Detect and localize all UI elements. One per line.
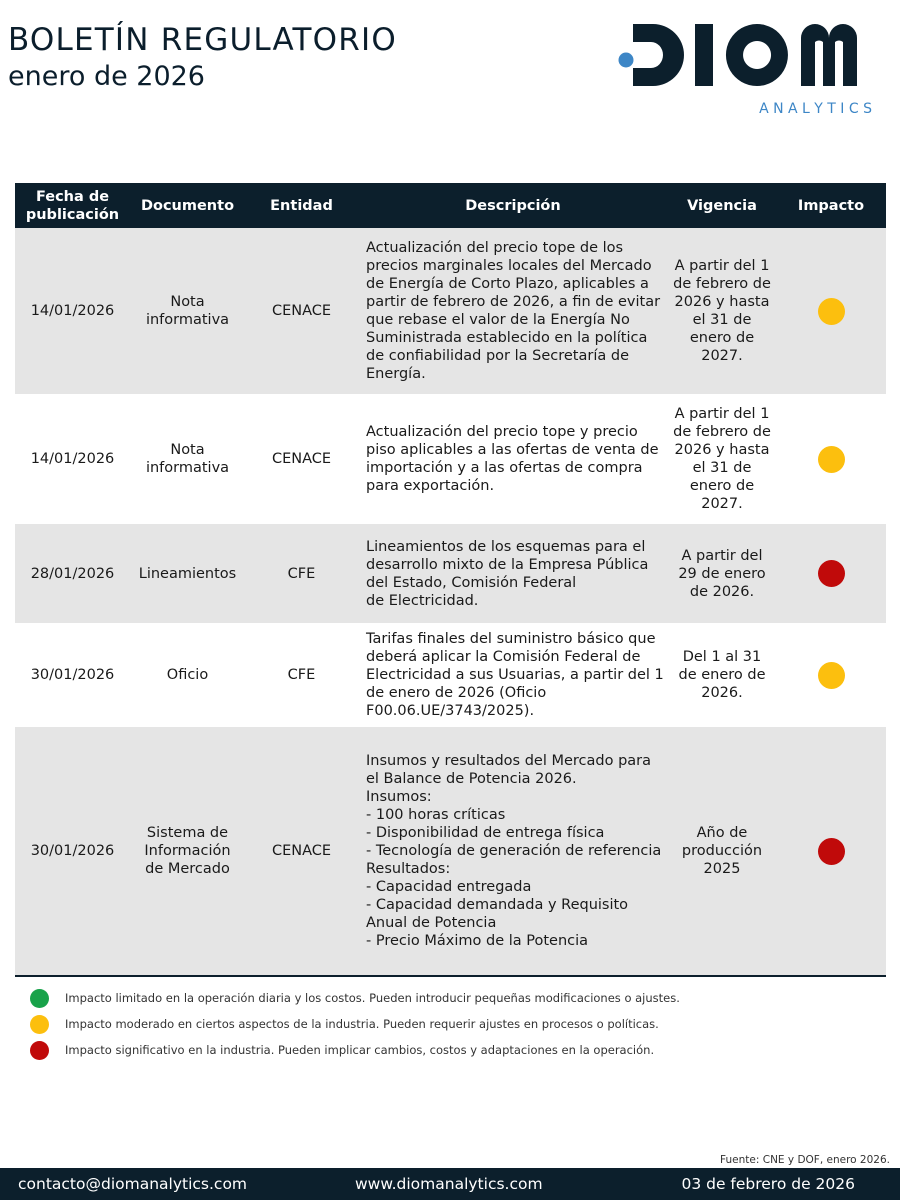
table-row [15, 394, 886, 524]
legend-text: Impacto moderado en ciertos aspectos de la industria. Pueden requerir ajustes en procesos o políticas. [65, 1017, 659, 1031]
cell-fecha: 14/01/2026 [15, 228, 130, 394]
impact-dot-icon [818, 298, 845, 325]
legend-text: Impacto significativo en la industria. Pueden implicar cambios, costos y adaptaciones en la operación. [65, 1043, 655, 1057]
footer-email-link[interactable]: contacto@diomanalytics.com [18, 1175, 248, 1193]
cell-descripcion: Lineamientos de los esquemas para el desarrollo mixto de la Empresa Pública del Estado, Comisión Federal de Electricidad. [358, 524, 668, 623]
impact-dot-icon [818, 446, 845, 473]
page-title: BOLETÍN REGULATORIO [8, 22, 397, 58]
cell-vigencia: A partir del 1 de febrero de 2026 y hasta el 31 de enero de 2027. [668, 228, 776, 394]
cell-descripcion: Tarifas finales del suministro básico que deberá aplicar la Comisión Federal de Electricidad a sus Usuarias, a partir del 1 de enero de 2026 (Oficio F00.06.UE/3743/2025). [358, 623, 668, 727]
cell-entidad: CFE [245, 623, 358, 727]
impact-legend [30, 985, 680, 1063]
cell-fecha: 30/01/2026 [15, 623, 130, 727]
cell-vigencia: A partir del 1 de febrero de 2026 y hasta el 31 de enero de 2027. [668, 394, 776, 524]
source-note: Fuente: CNE y DOF, enero 2026. [720, 1154, 890, 1166]
impact-dot-icon [818, 838, 845, 865]
header-descripcion: Descripción [358, 183, 668, 228]
legend-item-limitado [30, 985, 680, 1011]
cell-documento: Nota informativa [130, 228, 245, 394]
table-row [15, 228, 886, 394]
footer-date: 03 de febrero de 2026 [681, 1175, 855, 1193]
green-dot-icon [30, 989, 49, 1008]
cell-impacto [776, 524, 886, 623]
cell-documento: Nota informativa [130, 394, 245, 524]
regulatory-table [15, 183, 886, 977]
legend-item-significativo [30, 1037, 680, 1063]
header-documento: Documento [130, 183, 245, 228]
cell-documento: Lineamientos [130, 524, 245, 623]
cell-vigencia: Del 1 al 31 de enero de 2026. [668, 623, 776, 727]
cell-fecha: 30/01/2026 [15, 727, 130, 976]
table-row [15, 623, 886, 727]
header-impacto: Impacto [776, 183, 886, 228]
impact-dot-icon [818, 560, 845, 587]
cell-entidad: CENACE [245, 394, 358, 524]
impact-dot-icon [818, 662, 845, 689]
cell-documento: Oficio [130, 623, 245, 727]
cell-fecha: 28/01/2026 [15, 524, 130, 623]
cell-entidad: CENACE [245, 228, 358, 394]
cell-entidad: CENACE [245, 727, 358, 976]
cell-impacto [776, 228, 886, 394]
header-fecha: Fecha de publicación [15, 183, 130, 228]
yellow-dot-icon [30, 1015, 49, 1034]
legend-item-moderado [30, 1011, 680, 1037]
cell-descripcion: Actualización del precio tope y precio piso aplicables a las ofertas de venta de importación y a las ofertas de compra para exportación. [358, 394, 668, 524]
legend-text: Impacto limitado en la operación diaria y los costos. Pueden introducir pequeñas modificaciones o ajustes. [65, 991, 680, 1005]
footer [0, 1168, 900, 1200]
diom-analytics-logo [615, 20, 880, 120]
cell-impacto [776, 623, 886, 727]
table-header-row [15, 183, 886, 228]
title-block [8, 20, 397, 94]
cell-vigencia: A partir del 29 de enero de 2026. [668, 524, 776, 623]
table-row [15, 727, 886, 976]
cell-impacto [776, 394, 886, 524]
logo-dot-icon [619, 53, 634, 68]
red-dot-icon [30, 1041, 49, 1060]
cell-vigencia: Año de producción 2025 [668, 727, 776, 976]
cell-documento: Sistema de Información de Mercado [130, 727, 245, 976]
header-vigencia: Vigencia [668, 183, 776, 228]
page-subtitle: enero de 2026 [8, 61, 205, 92]
logo-tagline: A N A L Y T I C S [759, 101, 872, 117]
cell-impacto [776, 727, 886, 976]
cell-descripcion: Insumos y resultados del Mercado para el Balance de Potencia 2026. Insumos: - 100 horas críticas - Disponibilidad de entrega física - Tecnología de generación de referencia Resultados: - Capacidad entregada - Capacidad demandada y Requisito Anual de Potencia - Precio Máximo de la Potencia [358, 727, 668, 976]
cell-fecha: 14/01/2026 [15, 394, 130, 524]
footer-website-link[interactable]: www.diomanalytics.com [355, 1175, 543, 1193]
table-row [15, 524, 886, 623]
cell-entidad: CFE [245, 524, 358, 623]
header-entidad: Entidad [245, 183, 358, 228]
cell-descripcion: Actualización del precio tope de los precios marginales locales del Mercado de Energía de Corto Plazo, aplicables a partir de febrero de 2026, a fin de evitar que rebase el valor de la Energía No Suministrada establecido en la política de confiabilidad por la Secretaría de Energía. [358, 228, 668, 394]
